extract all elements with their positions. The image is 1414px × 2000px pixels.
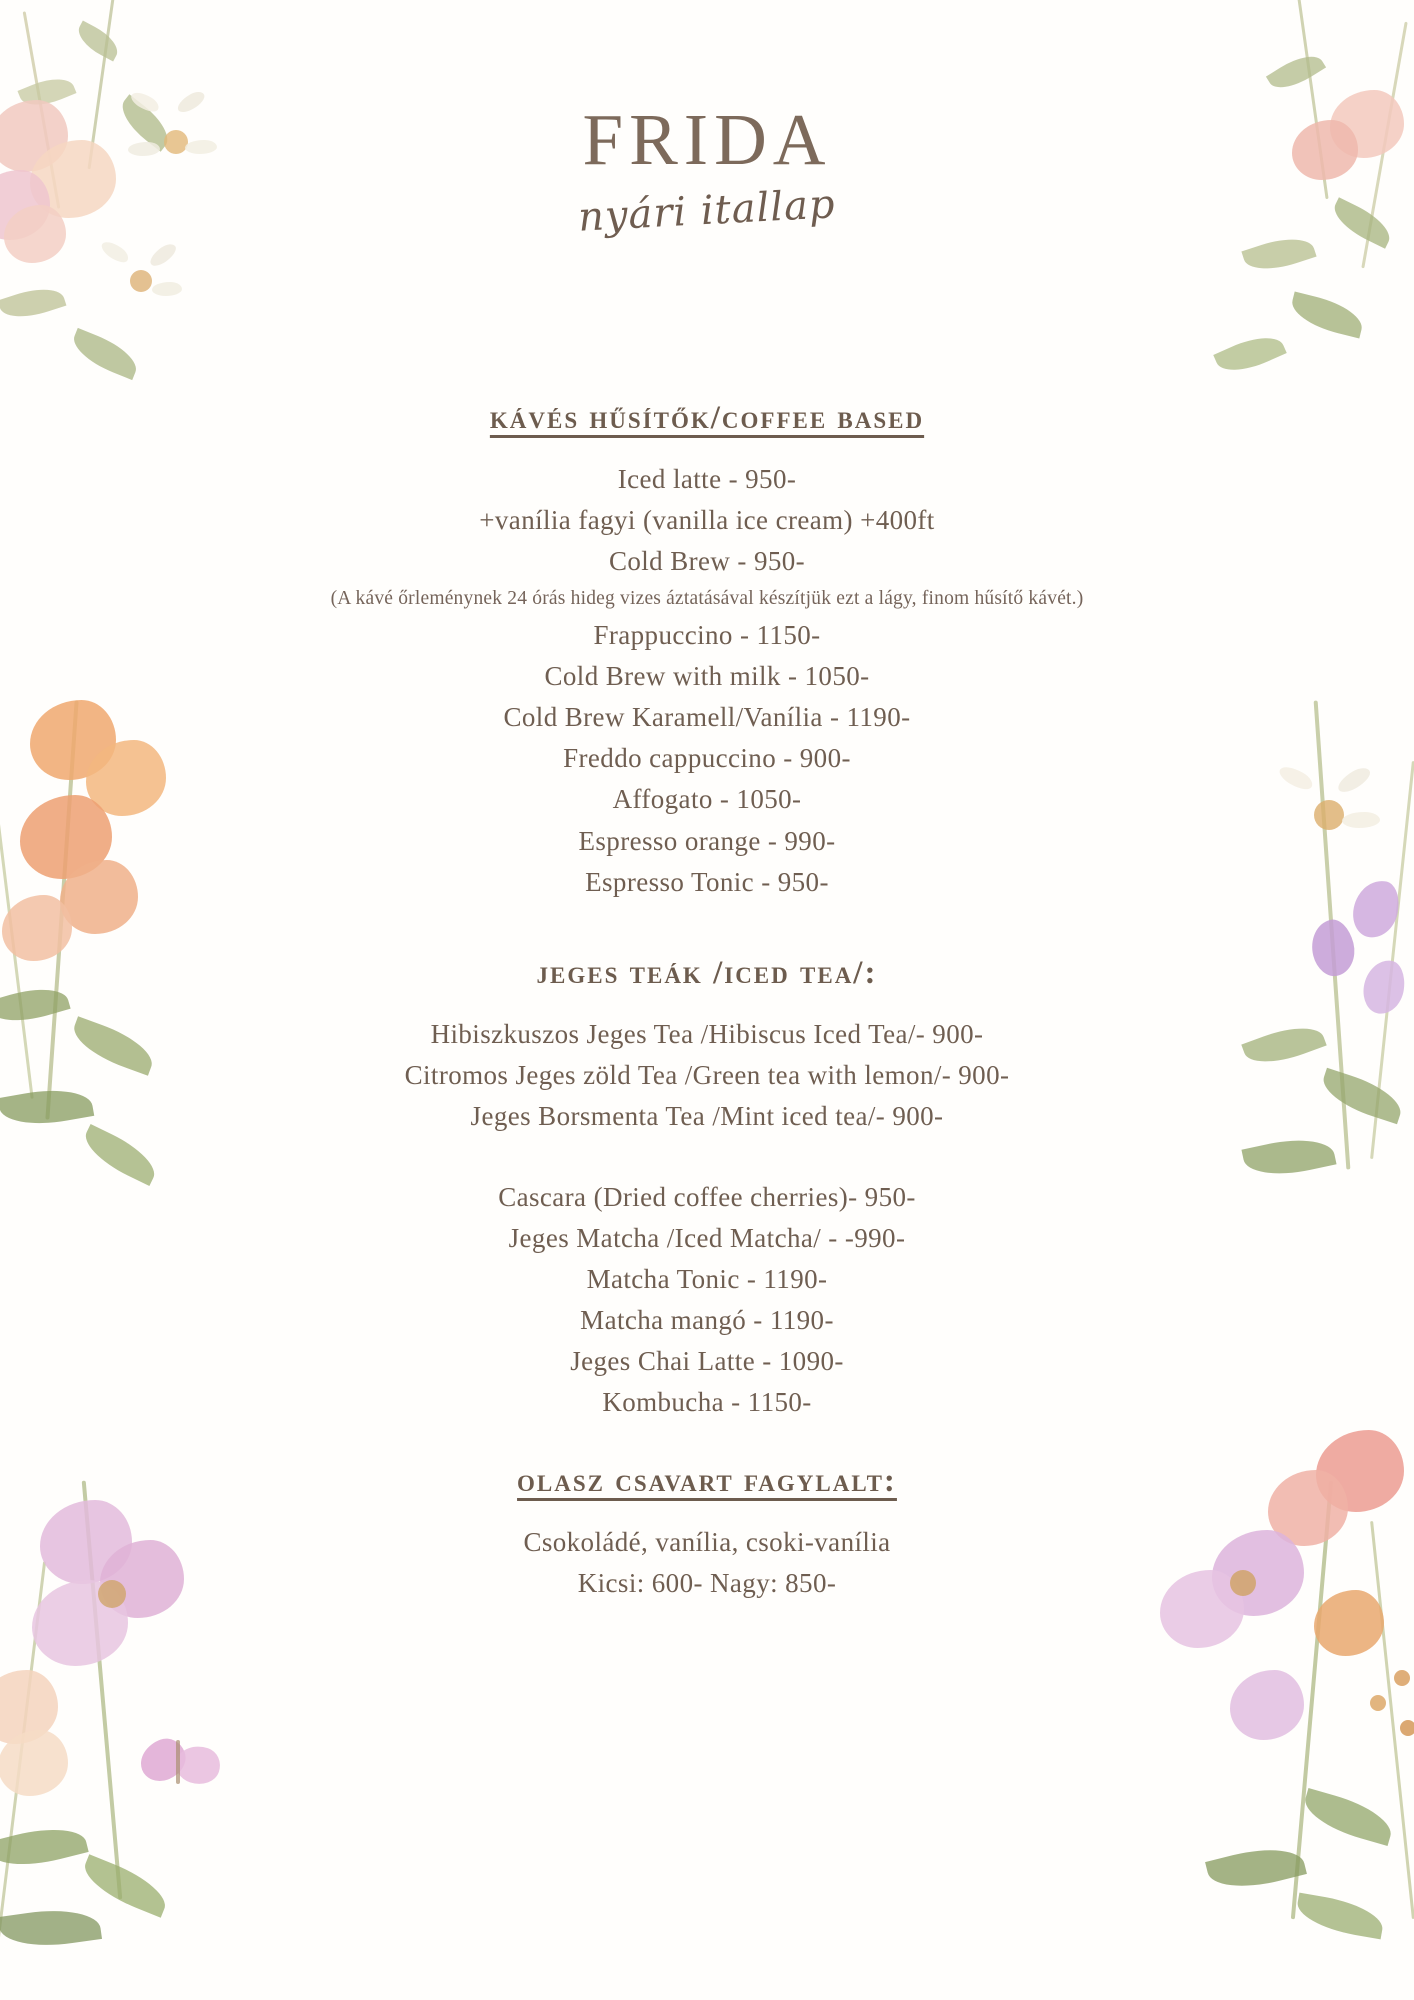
stem <box>1370 761 1414 1159</box>
daisy-petal <box>1342 812 1380 828</box>
menu-item: Kombucha - 1150- <box>602 1386 812 1417</box>
flower-petal <box>1348 876 1403 942</box>
menu-content <box>150 400 1264 1604</box>
daisy-petal <box>1274 816 1312 832</box>
leaf <box>1317 1068 1407 1124</box>
menu-item-note: (A kávé őrleménynek 24 órás hideg vizes áztatásával készítjük ezt a lágy, finom hűsítő kávét.) <box>330 588 1084 610</box>
leaf <box>0 281 66 326</box>
butterfly-wing <box>171 1740 225 1790</box>
menu-item: Hibiszkuszos Jeges Tea /Hibiscus Iced Tea/- 900- <box>430 1018 984 1049</box>
flower-center <box>98 1580 126 1608</box>
daisy-petal <box>147 241 180 270</box>
leaf <box>67 328 142 380</box>
brand-title: frida <box>582 72 832 187</box>
stem <box>1314 700 1351 1169</box>
menu-item: Affogato - 1050- <box>612 784 802 815</box>
masthead <box>0 72 1414 241</box>
stem <box>1291 1481 1333 1920</box>
stem <box>0 1561 46 1939</box>
leaf <box>73 20 124 61</box>
menu-item: Cold Brew - 950- <box>608 546 806 577</box>
leaf <box>1287 291 1366 338</box>
leaf <box>1241 230 1316 278</box>
spacer <box>150 1137 1264 1177</box>
leaf <box>0 1819 89 1875</box>
flower-petal <box>1230 1670 1304 1740</box>
section-title: kávés hűsítők/coffee based <box>489 400 925 436</box>
menu-item: +vanília fagyi (vanilla ice cream) +400ft <box>479 505 935 536</box>
menu-item: Cold Brew with milk - 1050- <box>544 661 870 692</box>
menu-item: Jeges Borsmenta Tea /Mint iced tea/- 900- <box>470 1100 944 1131</box>
menu-item: Csokoládé, vanília, csoki-vanília <box>523 1526 891 1557</box>
menu-item: Cascara (Dried coffee cherries)- 950- <box>498 1181 916 1212</box>
menu-item: Jeges Matcha /Iced Matcha/ - -990- <box>508 1222 906 1253</box>
section-title: olasz csavart fagylalt: <box>517 1462 897 1499</box>
flower-petal <box>1314 1590 1384 1656</box>
menu-section-soft-ice-cream <box>150 1463 1264 1604</box>
flower-petal <box>0 1670 58 1744</box>
stem <box>45 700 78 1119</box>
leaf <box>77 1854 172 1917</box>
leaf <box>1205 1839 1307 1897</box>
flower-petal <box>32 1580 128 1666</box>
menu-item: Kicsi: 600- Nagy: 850- <box>577 1567 837 1598</box>
flower-petal <box>20 795 112 879</box>
flower-petal <box>1306 916 1360 980</box>
menu-item: Iced latte - 950- <box>617 464 797 494</box>
menu-item: Matcha mangó - 1190- <box>580 1304 834 1335</box>
stem <box>1370 1521 1414 1919</box>
daisy-petal <box>1334 764 1373 796</box>
menu-item: Jeges Chai Latte - 1090- <box>570 1345 844 1376</box>
flower-petal <box>0 1730 68 1796</box>
menu-item: Citromos Jeges zöld Tea /Green tea with lemon/- 900- <box>404 1059 1010 1090</box>
butterfly-body <box>176 1740 180 1784</box>
menu-item: Matcha Tonic - 1190- <box>586 1263 828 1294</box>
leaf <box>1294 1893 1386 1940</box>
menu-item: Espresso orange - 990- <box>578 825 836 856</box>
section-title: jeges teák /iced tea/: <box>536 954 878 991</box>
flower-petal <box>1268 1470 1348 1546</box>
spacer <box>150 1423 1264 1463</box>
leaf <box>1213 327 1287 380</box>
leaf <box>0 1082 94 1131</box>
leaf <box>67 1016 159 1075</box>
leaf <box>0 1903 102 1953</box>
berry <box>1370 1695 1386 1711</box>
menu-item: Frappuccino - 1150- <box>593 620 821 651</box>
leaf <box>0 980 71 1030</box>
butterfly-wing <box>135 1733 192 1786</box>
brand-subtitle: nyári itallap <box>577 181 837 241</box>
stem <box>0 761 34 1099</box>
menu-section-iced-tea <box>150 955 1264 1137</box>
flower-petal <box>1360 957 1407 1016</box>
menu-item: Freddo cappuccino - 900- <box>563 743 851 774</box>
menu-item: Espresso Tonic - 950- <box>585 866 829 897</box>
daisy-center <box>1314 800 1344 830</box>
flower-petal <box>30 700 116 780</box>
flower-petal <box>2 895 72 961</box>
daisy-petal <box>1276 762 1315 794</box>
berry <box>1394 1670 1410 1686</box>
flower-petal <box>40 1500 132 1584</box>
berry <box>1400 1720 1414 1736</box>
menu-section-other-drinks <box>150 1177 1264 1423</box>
daisy-petal <box>152 282 182 296</box>
daisy-center <box>130 270 152 292</box>
menu-section-coffee <box>150 400 1264 903</box>
daisy-petal <box>99 238 132 267</box>
menu-item: Cold Brew Karamell/Vanília - 1190- <box>503 702 911 733</box>
flower-petal <box>60 860 138 934</box>
leaf <box>1299 1788 1397 1846</box>
flower-petal <box>1316 1430 1404 1512</box>
spacer <box>150 903 1264 955</box>
stem <box>82 1481 123 1900</box>
